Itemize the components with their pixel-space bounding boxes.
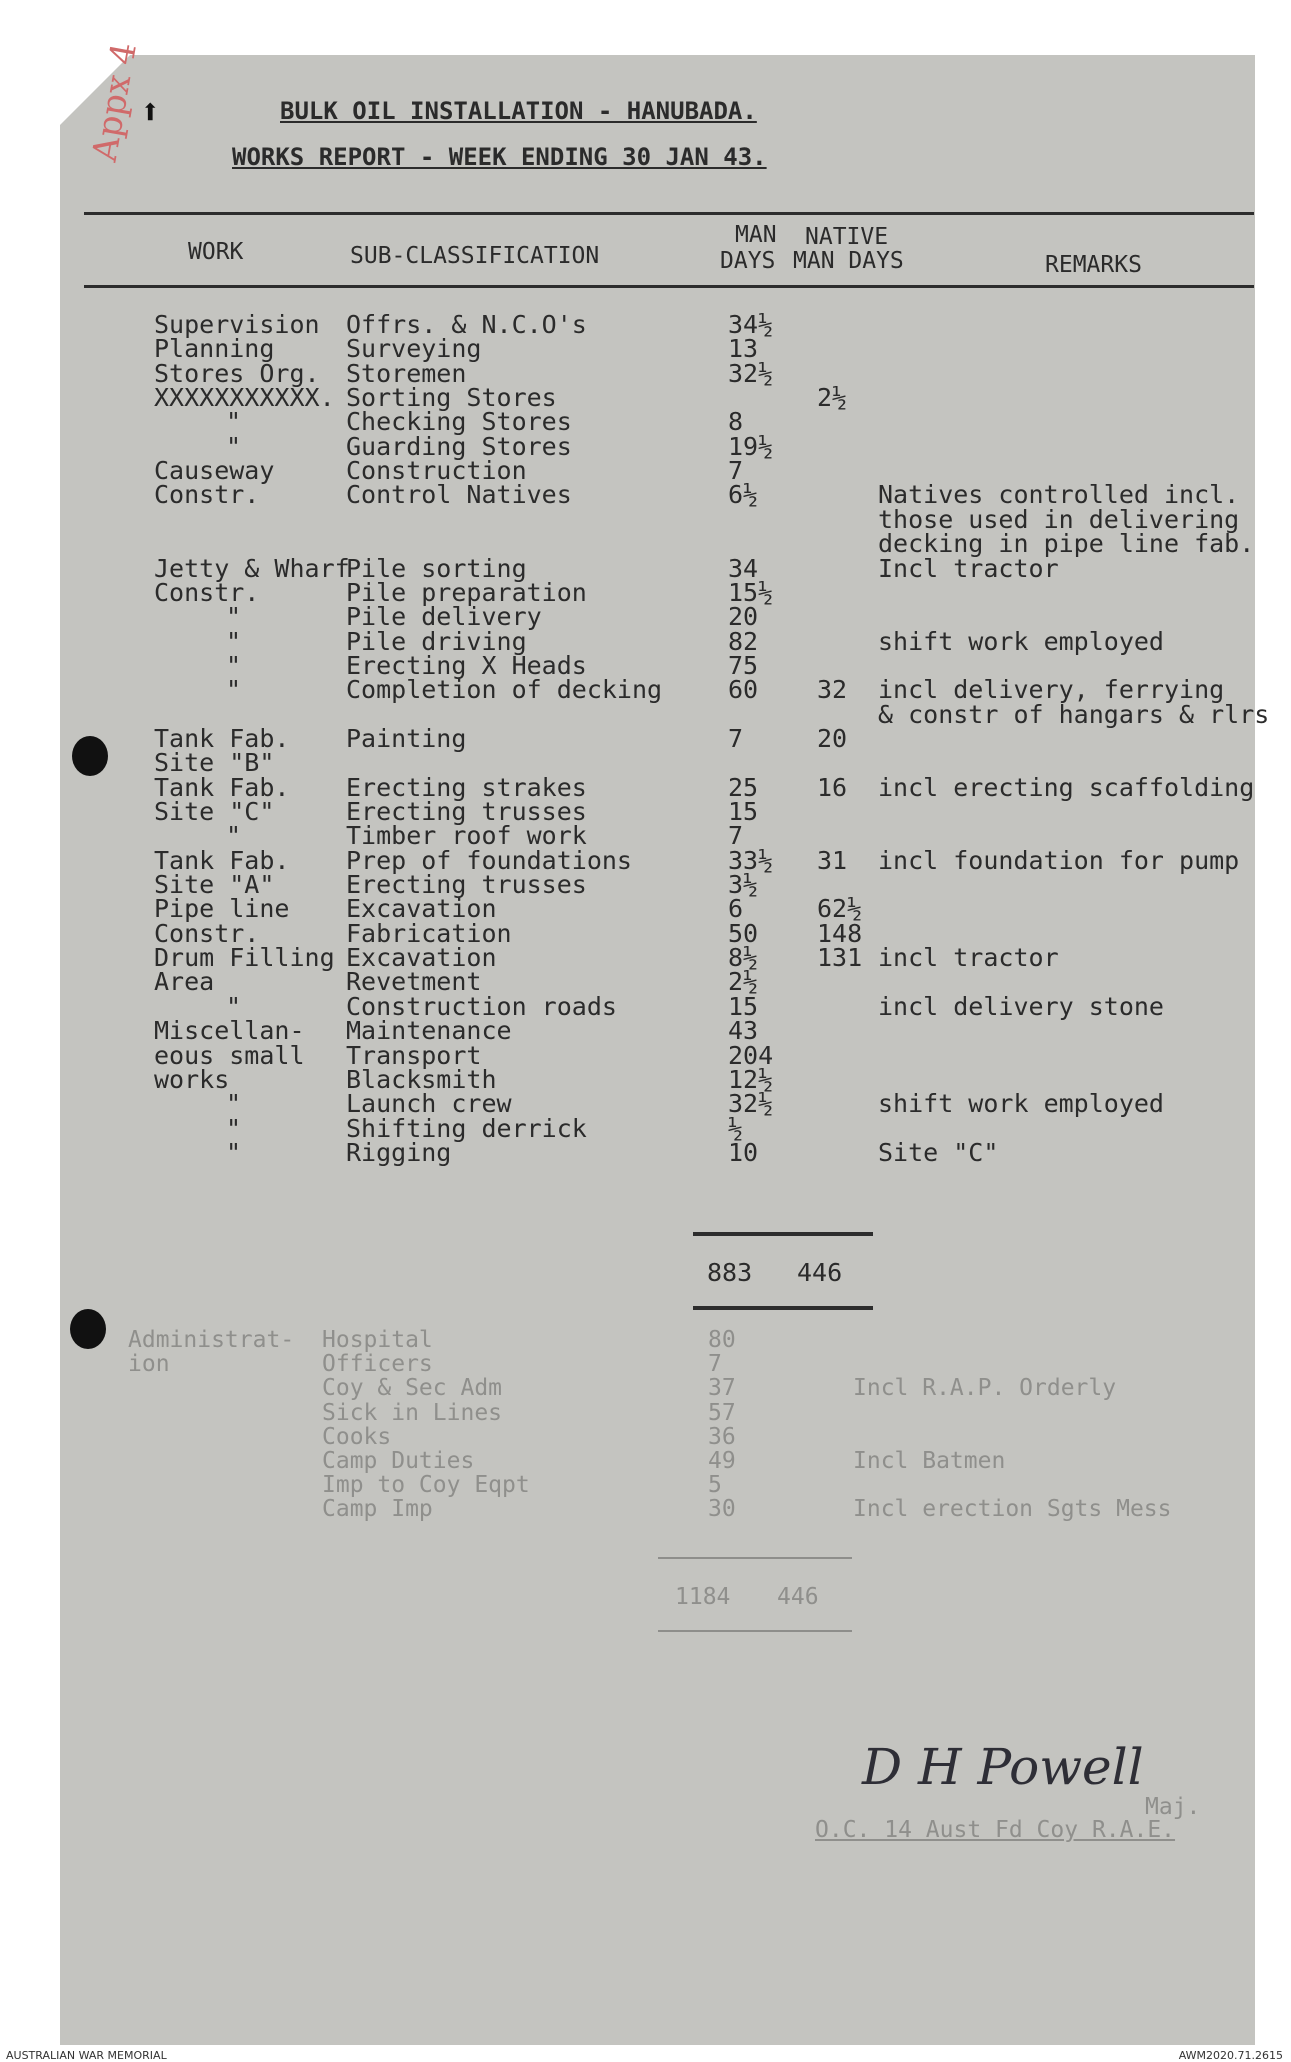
work-cell: ": [226, 821, 242, 850]
document-subtitle: WORKS REPORT - WEEK ENDING 30 JAN 43.: [232, 143, 767, 171]
work-cell: works: [154, 1065, 230, 1094]
header-top-rule: [84, 212, 1254, 215]
header-days: DAYS: [720, 248, 776, 274]
man-days-cell: 2½: [728, 967, 759, 996]
work-cell: XXXXXXXXXXX.: [154, 383, 335, 412]
header-native-man-days: MAN DAYS: [793, 248, 904, 274]
sub-classification-cell: Excavation: [346, 894, 497, 923]
man-days-cell: 33½: [728, 846, 774, 875]
man-days-cell: 15: [728, 797, 759, 826]
man-days-cell: 6½: [728, 480, 759, 509]
man-days-cell: 32½: [728, 1089, 774, 1118]
remark-cell: incl delivery stone: [878, 992, 1164, 1021]
sub-classification-cell: Timber roof work: [346, 821, 587, 850]
work-cell: ": [226, 1138, 242, 1167]
admin-sub-cell: Imp to Coy Eqpt: [322, 1472, 530, 1498]
man-days-cell: ½: [728, 1114, 744, 1143]
arrow-mark-icon: ⬆: [140, 92, 161, 132]
man-days-cell: 60: [728, 675, 759, 704]
native-days-cell: 62½: [817, 894, 863, 923]
sub-classification-cell: Fabrication: [346, 919, 512, 948]
work-cell: ": [226, 675, 242, 704]
man-days-cell: 8: [728, 407, 744, 436]
admin-sub-cell: Cooks: [322, 1424, 392, 1450]
work-cell: Constr.: [154, 480, 260, 509]
work-cell: Constr.: [154, 919, 260, 948]
remark-cell: incl erecting scaffolding: [878, 773, 1255, 802]
sub-classification-cell: Construction: [346, 456, 527, 485]
man-days-cell: 25: [728, 773, 759, 802]
man-days-cell: 50: [728, 919, 759, 948]
sub-classification-cell: Launch crew: [346, 1089, 512, 1118]
man-days-cell: 34½: [728, 310, 774, 339]
work-cell: ": [226, 602, 242, 631]
punch-hole: [70, 1309, 106, 1349]
sub-classification-cell: Erecting X Heads: [346, 651, 587, 680]
sub-classification-cell: Erecting trusses: [346, 797, 587, 826]
admin-work-cell: ion: [128, 1351, 170, 1377]
total-top-rule: [693, 1232, 873, 1236]
work-cell: ": [226, 407, 242, 436]
sub-classification-cell: Construction roads: [346, 992, 617, 1021]
man-days-cell: 19½: [728, 432, 774, 461]
remark-cell: incl foundation for pump: [878, 846, 1240, 875]
work-cell: ": [226, 432, 242, 461]
man-days-cell: 7: [728, 821, 744, 850]
sub-classification-cell: Surveying: [346, 334, 482, 363]
man-days-cell: 3½: [728, 870, 759, 899]
remark-cell: Incl tractor: [878, 554, 1059, 583]
admin-remark-cell: Incl erection Sgts Mess: [853, 1496, 1172, 1522]
grand-total-man-days: 1184: [675, 1584, 731, 1610]
signature-title: O.C. 14 Aust Fd Coy R.A.E.: [815, 1817, 1176, 1843]
work-cell: Jetty & Wharf: [154, 554, 350, 583]
admin-man-days-cell: 80: [708, 1327, 736, 1353]
native-days-cell: 31: [817, 846, 848, 875]
man-days-cell: 43: [728, 1016, 759, 1045]
man-days-cell: 32½: [728, 359, 774, 388]
grand-total-native-days: 446: [777, 1584, 819, 1610]
work-cell: Tank Fab.: [154, 773, 290, 802]
sub-classification-cell: Transport: [346, 1041, 482, 1070]
work-cell: Miscellan-: [154, 1016, 305, 1045]
native-days-cell: 32: [817, 675, 848, 704]
work-cell: Tank Fab.: [154, 846, 290, 875]
man-days-cell: 15½: [728, 578, 774, 607]
remark-cell: shift work employed: [878, 1089, 1164, 1118]
admin-sub-cell: Hospital: [322, 1327, 433, 1353]
admin-sub-cell: Camp Imp: [322, 1496, 433, 1522]
native-days-cell: 16: [817, 773, 848, 802]
man-days-cell: 6: [728, 894, 744, 923]
sub-classification-cell: Blacksmith: [346, 1065, 497, 1094]
man-days-cell: 8½: [728, 943, 759, 972]
signature-rank: Maj.: [1145, 1794, 1201, 1820]
remark-cell: shift work employed: [878, 627, 1164, 656]
admin-man-days-cell: 37: [708, 1375, 736, 1401]
admin-sub-cell: Officers: [322, 1351, 433, 1377]
man-days-cell: 10: [728, 1138, 759, 1167]
work-cell: Planning: [154, 334, 275, 363]
remark-cell: Natives controlled incl.: [878, 480, 1240, 509]
admin-man-days-cell: 7: [708, 1351, 722, 1377]
work-cell: ": [226, 1089, 242, 1118]
sub-classification-cell: Control Natives: [346, 480, 572, 509]
remark-cell: & constr of hangars & rlrs: [878, 700, 1270, 729]
work-cell: Stores Org.: [154, 359, 320, 388]
signature: D H Powell: [862, 1738, 1144, 1796]
work-cell: ": [226, 992, 242, 1021]
work-cell: Site "C": [154, 797, 275, 826]
man-days-cell: 15: [728, 992, 759, 1021]
man-days-cell: 34: [728, 554, 759, 583]
sub-classification-cell: Revetment: [346, 967, 482, 996]
grand-total-bottom-rule: [658, 1630, 852, 1632]
header-bottom-rule: [84, 285, 1254, 288]
work-cell: eous small: [154, 1041, 305, 1070]
man-days-cell: 7: [728, 456, 744, 485]
sub-classification-cell: Excavation: [346, 943, 497, 972]
admin-man-days-cell: 57: [708, 1400, 736, 1426]
man-days-cell: 82: [728, 627, 759, 656]
man-days-cell: 12½: [728, 1065, 774, 1094]
remark-cell: those used in delivering: [878, 505, 1240, 534]
punch-hole: [72, 736, 108, 776]
work-cell: Site "B": [154, 748, 275, 777]
native-days-cell: 20: [817, 724, 848, 753]
grand-total-top-rule: [658, 1557, 852, 1559]
work-cell: Pipe line: [154, 894, 290, 923]
work-cell: Supervision: [154, 310, 320, 339]
header-man: MAN: [735, 222, 777, 248]
work-cell: ": [226, 627, 242, 656]
sub-classification-cell: Maintenance: [346, 1016, 512, 1045]
sub-classification-cell: Prep of foundations: [346, 846, 632, 875]
remark-cell: incl tractor: [878, 943, 1059, 972]
work-cell: Constr.: [154, 578, 260, 607]
sub-classification-cell: Sorting Stores: [346, 383, 557, 412]
admin-man-days-cell: 36: [708, 1424, 736, 1450]
work-cell: Tank Fab.: [154, 724, 290, 753]
header-work: WORK: [188, 239, 244, 265]
total-bottom-rule: [693, 1306, 873, 1310]
sub-classification-cell: Painting: [346, 724, 467, 753]
admin-man-days-cell: 30: [708, 1496, 736, 1522]
footer-reference: AWM2020.71.2615: [1178, 2049, 1283, 2062]
man-days-cell: 20: [728, 602, 759, 631]
sub-classification-cell: Checking Stores: [346, 407, 572, 436]
sub-classification-cell: Offrs. & N.C.O's: [346, 310, 587, 339]
remark-cell: Site "C": [878, 1138, 999, 1167]
header-sub-classification: SUB-CLASSIFICATION: [350, 243, 600, 269]
document-title: BULK OIL INSTALLATION - HANUBADA.: [280, 97, 757, 125]
header-native: NATIVE: [805, 224, 889, 250]
remark-cell: decking in pipe line fab.: [878, 529, 1255, 558]
native-days-cell: 2½: [817, 383, 848, 412]
total-man-days: 883: [707, 1258, 753, 1287]
admin-remark-cell: Incl R.A.P. Orderly: [853, 1375, 1117, 1401]
work-cell: ": [226, 1114, 242, 1143]
admin-man-days-cell: 5: [708, 1472, 722, 1498]
total-native-days: 446: [797, 1258, 843, 1287]
admin-sub-cell: Camp Duties: [322, 1448, 475, 1474]
sub-classification-cell: Erecting strakes: [346, 773, 587, 802]
work-cell: Site "A": [154, 870, 275, 899]
work-cell: Drum Filling: [154, 943, 335, 972]
admin-remark-cell: Incl Batmen: [853, 1448, 1006, 1474]
native-days-cell: 148: [817, 919, 863, 948]
sub-classification-cell: Rigging: [346, 1138, 452, 1167]
sub-classification-cell: Storemen: [346, 359, 467, 388]
header-remarks: REMARKS: [1045, 252, 1142, 278]
remark-cell: incl delivery, ferrying: [878, 675, 1225, 704]
admin-sub-cell: Coy & Sec Adm: [322, 1375, 503, 1401]
man-days-cell: 75: [728, 651, 759, 680]
sub-classification-cell: Pile driving: [346, 627, 527, 656]
man-days-cell: 204: [728, 1041, 774, 1070]
work-cell: Area: [154, 967, 215, 996]
admin-man-days-cell: 49: [708, 1448, 736, 1474]
sub-classification-cell: Pile delivery: [346, 602, 542, 631]
admin-work-cell: Administrat-: [128, 1327, 295, 1353]
man-days-cell: 13: [728, 334, 759, 363]
work-cell: Causeway: [154, 456, 275, 485]
appendix-annotation: Appx 4: [84, 39, 145, 165]
sub-classification-cell: Completion of decking: [346, 675, 663, 704]
work-cell: ": [226, 651, 242, 680]
sub-classification-cell: Pile preparation: [346, 578, 587, 607]
sub-classification-cell: Shifting derrick: [346, 1114, 587, 1143]
native-days-cell: 131: [817, 943, 863, 972]
admin-sub-cell: Sick in Lines: [322, 1400, 503, 1426]
sub-classification-cell: Guarding Stores: [346, 432, 572, 461]
footer-source: AUSTRALIAN WAR MEMORIAL: [6, 2049, 167, 2062]
sub-classification-cell: Erecting trusses: [346, 870, 587, 899]
sub-classification-cell: Pile sorting: [346, 554, 527, 583]
man-days-cell: 7: [728, 724, 744, 753]
